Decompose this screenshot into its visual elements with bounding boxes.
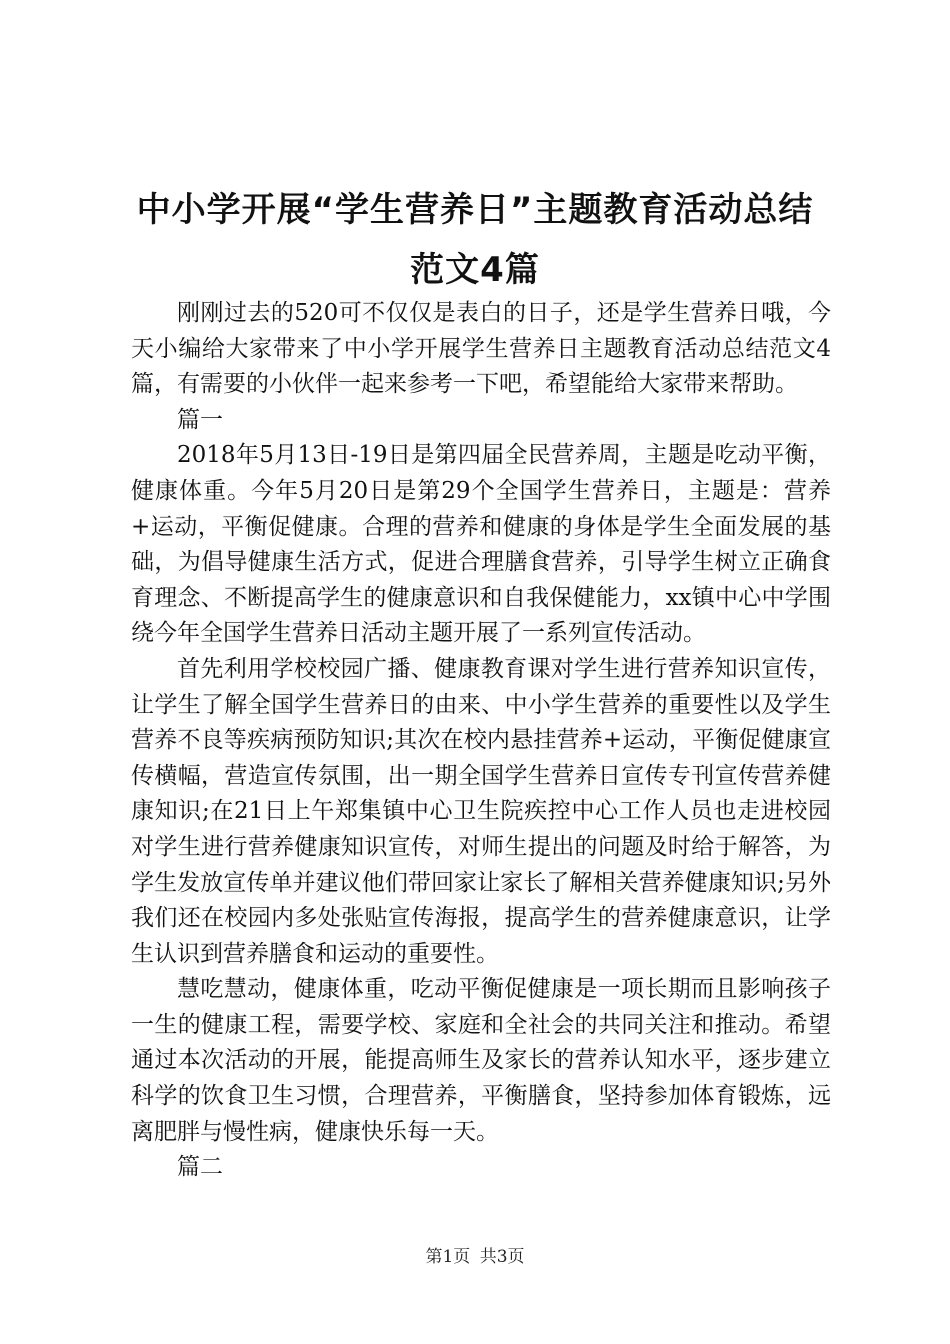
page-number-current: 第1页	[425, 1247, 471, 1267]
document-body	[131, 296, 831, 1186]
page-number-total: 共3页	[479, 1247, 525, 1267]
section-heading-2: 篇二	[177, 1154, 223, 1181]
paragraph: 慧吃慧动，健康体重，吃动平衡促健康是一项长期而且影响孩子一生的健康工程，需要学校、家庭和全社会的共同关注和推动。希望通过本次活动的开展，能提高师生及家长的营养认知水平，逐步建立科学的饮食卫生习惯，合理营养，平衡膳食，坚持参加体育锻炼，远离肥胖与慢性病，健康快乐每一天。	[131, 976, 831, 1145]
paragraph: 2018年5月13日-19日是第四届全民营养周，主题是吃动平衡，健康体重。今年5月20日是第29个全国学生营养日，主题是：营养+运动，平衡促健康。合理的营养和健康的身体是学生全面发展的基础，为倡导健康生活方式，促进合理膳食营养，引导学生树立正确食育理念、不断提高学生的健康意识和自我保健能力，xx镇中心中学围绕今年全国学生营养日活动主题开展了一系列宣传活动。	[131, 442, 831, 647]
paragraph-intro: 刚刚过去的520可不仅仅是表白的日子，还是学生营养日哦，今天小编给大家带来了中小学开展学生营养日主题教育活动总结范文4篇，有需要的小伙伴一起来参考一下吧，希望能给大家带来帮助。	[131, 300, 831, 398]
document-title-line1: 中小学开展“学生营养日”主题教育活动总结	[136, 190, 814, 230]
page-footer	[0, 1242, 950, 1267]
section-heading-1: 篇一	[177, 406, 223, 433]
document-title-line2: 范文4篇	[410, 250, 540, 290]
paragraph: 首先利用学校校园广播、健康教育课对学生进行营养知识宣传，让学生了解全国学生营养日的由来、中小学生营养的重要性以及学生营养不良等疾病预防知识;其次在校内悬挂营养+运动，平衡促健康宣传横幅，营造宣传氛围，出一期全国学生营养日宣传专刊宣传营养健康知识;在21日上午郑集镇中心卫生院疾控中心工作人员也走进校园对学生进行营养健康知识宣传，对师生提出的问题及时给于解答，为学生发放宣传单并建议他们带回家让家长了解相关营养健康知识;另外我们还在校园内多处张贴宣传海报，提高学生的营养健康意识，让学生认识到营养膳食和运动的重要性。	[131, 655, 831, 967]
